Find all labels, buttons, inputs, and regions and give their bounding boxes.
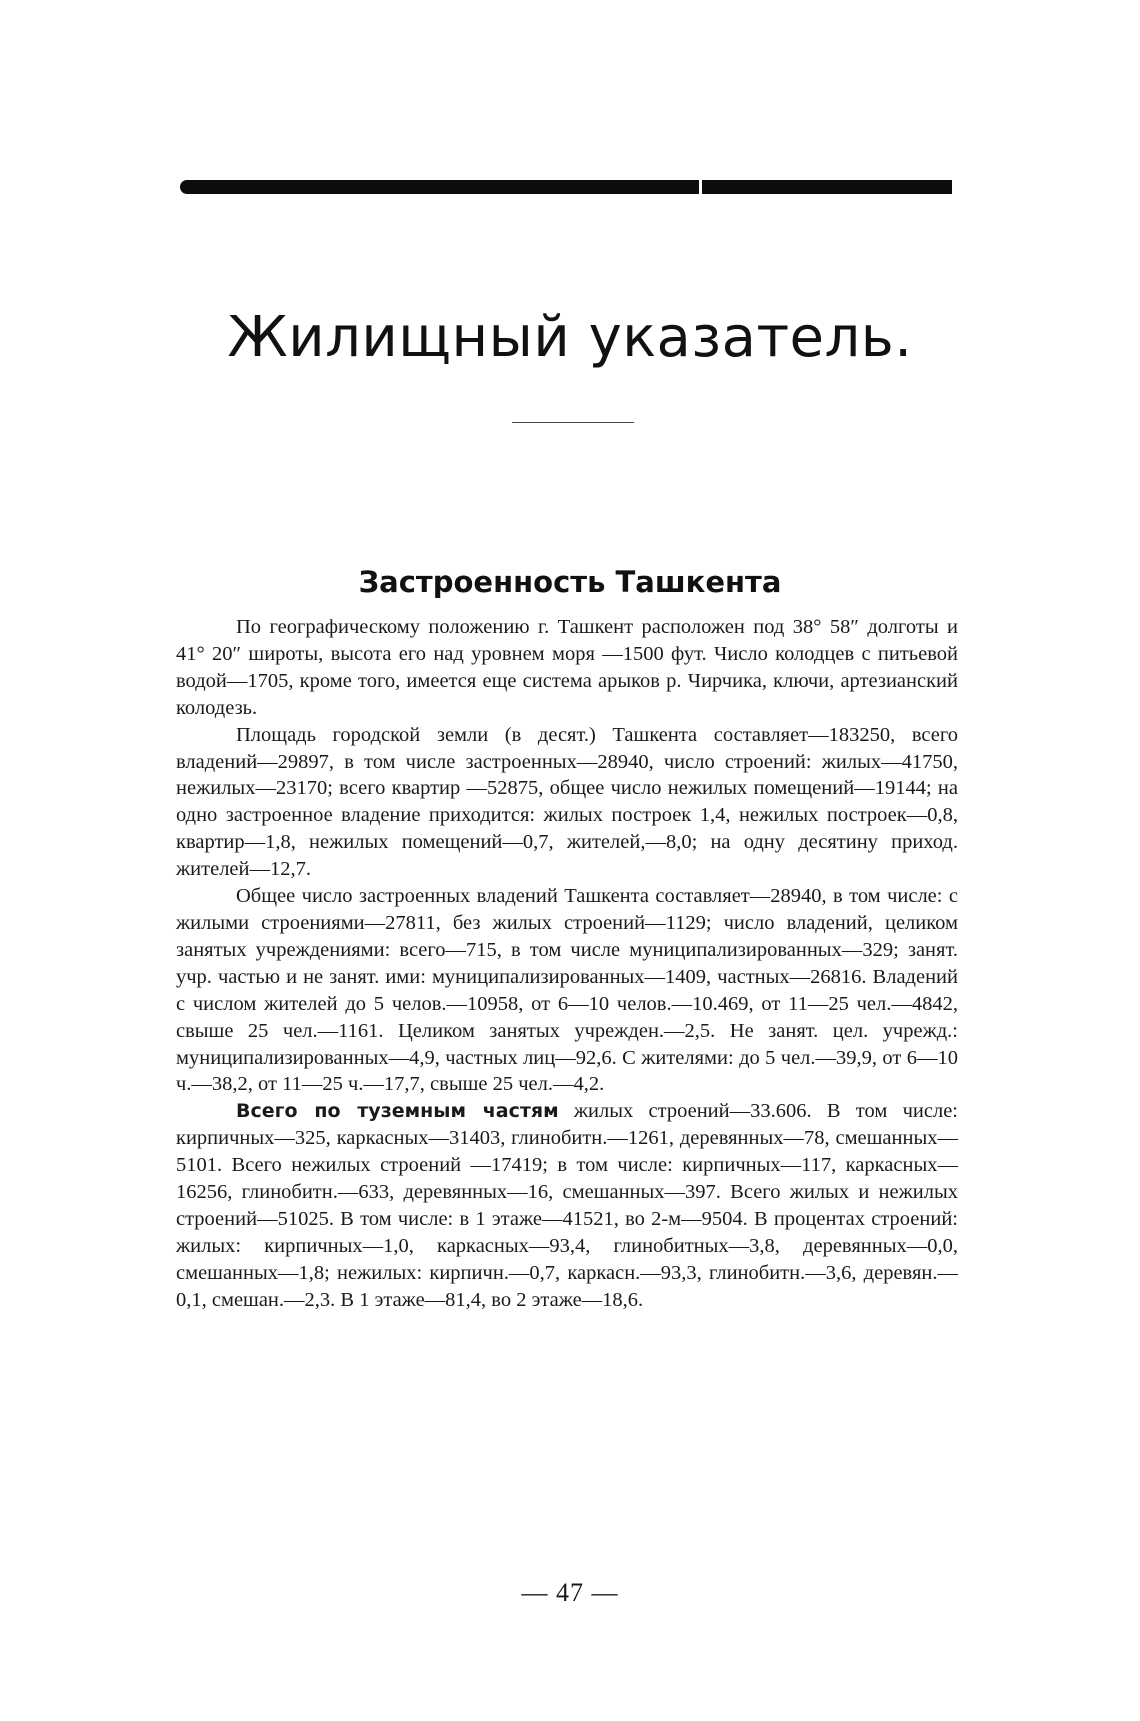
section-title: Застроенность Ташкента	[358, 565, 782, 599]
paragraph-geography: По географическому положению г. Ташкент расположен под 38° 58″ долготы и 41° 20″ широты, высота его над уровнем моря —1500 фут. Число колодцев с питьевой водой—1705, кроме того, имеется еще система арыков р. Чирчика, ключи, артезианский колодезь.	[176, 616, 958, 719]
paragraph-land-area: Площадь городской земли (в десят.) Ташкента составляет—183250, всего владений—29897, в том числе застроенных—28940, число строений: жилых—41750, нежилых—23170; всего квартир —52875, общее число нежилых помещений—19144; на одно застроенное владение приходится: жилых построек 1,4, нежилых построек—0,8, квартир—1,8, нежилых помещений—0,7, жителей,—8,0; на одну десятину приход. жителей—12,7.	[176, 723, 958, 881]
top-decorative-rule	[180, 180, 952, 194]
paragraph-properties: Общее число застроенных владений Ташкента составляет—28940, в том числе: с жилыми строениями—27811, без жилых строений—1129; число владений, целиком занятых учреждениями: всего—715, в том числе муниципализированных—329; занят. учр. частью и не занят. ими: муниципализированных—1409, частных—26816. Владений с числом жителей до 5 челов.—10958, от 6—10 челов.—10.469, от 11—25 чел.—4842, свыше 25 чел.—1161. Целиком занятых учрежден.—2,5. Не занят. цел. учрежд.: муниципализированных—4,9, частных лиц—92,6. С жителями: до 5 чел.—39,9, от 6—10 ч.—38,2, от 11—25 ч.—17,7, свыше 25 чел.—4,2.	[176, 885, 958, 1096]
paragraph-lead: Всего по туземным частям	[236, 1100, 559, 1123]
title-underline	[512, 422, 634, 423]
paragraph-native-quarters-text: жилых строений—33.606. В том числе: кирпичных—325, каркасных—31403, глинобитн.—1261, деревянных—78, смешанных—5101. Всего нежилых строений —17419; в том числе: кирпичных—117, каркасных—16256, глинобитн.—633, деревянных—16, смешанных—397. Всего жилых и нежилых строений—51025. В том числе: в 1 этаже—41521, во 2-м—9504. В процентах строений: жилых: кирпичных—1,0, каркасных—93,4, глинобитных—3,8, деревянных—0,0, смешанных—1,8; нежилых: кирпичн.—0,7, каркасн.—93,3, глинобитн.—3,6, деревян.—0,1, смешан.—2,3. В 1 этаже—81,4, во 2 этаже—18,6.	[176, 1100, 958, 1311]
body-text	[176, 614, 958, 1314]
page-number: — 47 —	[521, 1578, 619, 1607]
rule-gap	[699, 180, 702, 194]
paragraph-native-quarters	[176, 1098, 958, 1313]
main-title: Жилищный указатель.	[227, 305, 913, 370]
